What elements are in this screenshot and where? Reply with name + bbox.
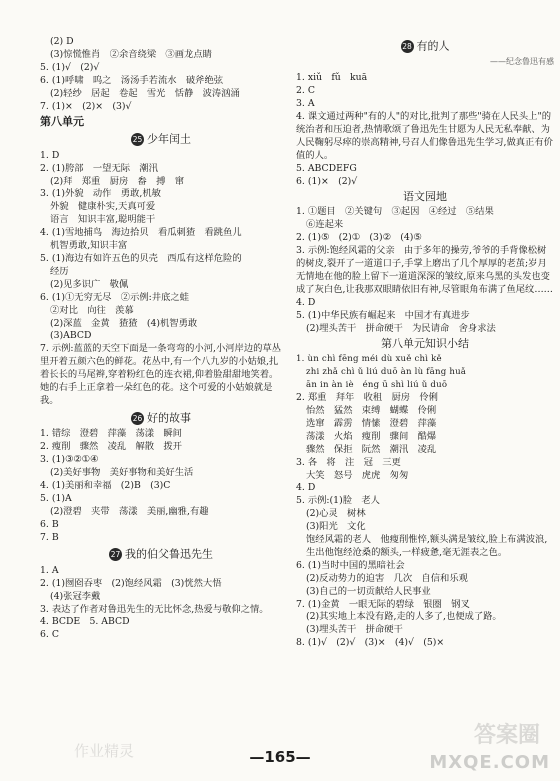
answer-line: (3)自己的一切贡献给人民事业 — [306, 585, 431, 597]
answer-line: 机智勇敢,知识丰富 — [50, 240, 128, 252]
lesson-25-title: 25 少年闰土 — [132, 132, 191, 146]
answer-line: (2)拜 郑重 厨房 畚 搏 窜 — [50, 175, 185, 187]
answer-line: 7. 示例:蓝蓝的天空下面是一条弯弯的小河,小河岸边的草丛里开着五颜六色的鲜花。花丛中,有一个八九岁的小姑娘,扎着长长的马尾辫,穿着粉红色的连衣裙,仰着脸甜甜地笑着。她的右手上正拿着一朵红色的花。这个可爱的小姑娘就是我。 — [40, 343, 282, 406]
answer-line: 7. B — [40, 531, 59, 543]
answer-line: 2. (1)囫囵吞枣 (2)饱经风霜 (3)恍然大悟 — [40, 577, 222, 589]
answer-line: 3. 各 将 注 冠 三更 — [296, 456, 401, 468]
lesson-26-answers — [40, 428, 282, 544]
lesson-27-title: 27 我的伯父鲁迅先生 — [110, 547, 213, 561]
lesson-number-badge: 26 — [132, 413, 143, 423]
answer-line: 5. ABCDEFG — [296, 162, 357, 174]
answer-line: 1. ①题目 ②关键句 ③起因 ④经过 ⑤结果 — [296, 206, 494, 218]
answer-line: 4. D — [296, 482, 316, 494]
watermark: MXQE.COM — [429, 752, 550, 773]
answer-line: ②对比 向往 羡慕 — [50, 304, 134, 316]
lesson-25-answers — [40, 150, 282, 408]
answer-line: (3)惊慌惟肖 ②余音绕梁 ③画龙点睛 — [50, 48, 212, 60]
answer-line: 6. (1)①无穷无尽 ②示例:井底之蛙 — [40, 291, 189, 303]
garden-title: 语文园地 — [403, 190, 447, 204]
answer-line: (2) D — [50, 36, 74, 47]
answer-line: (2)反动势力的迫害 几次 自信和乐观 — [306, 572, 468, 584]
lesson-28-title: 28 有的人 — [402, 39, 450, 53]
answer-line: 3. 示例:饱经风霜的父亲 由于多年的操劳,爷爷的手背像松树的树皮,裂开了一道道口子,手掌上磨出了几个厚厚的老茧;岁月无情地在他的脸上留下一道道深深的皱纹,原来乌黑的头发也变成了灰白色,让我那双眼睛依旧有神,尽管眼角布满了鱼尾纹…… — [296, 245, 553, 295]
answer-line: 选窜 霹雳 情愫 澄碧 萍藻 — [306, 417, 437, 429]
answer-line: 1. A — [40, 564, 59, 576]
answer-line: 1. D — [40, 149, 60, 161]
answer-line: 语言 知识丰富,聪明能干 — [50, 214, 156, 226]
answer-line: 1. 错综 澄碧 萍藻 荡漾 瞬间 — [40, 428, 182, 440]
answer-line: 5. (1)中华民族有崛起来 中国才有真进步 — [296, 309, 470, 321]
answer-line: (2)美好事物 美好事物和美好生活 — [50, 467, 194, 478]
answer-line: 7. (1)× (2)× (3)√ — [40, 100, 132, 112]
lesson-27-answers — [40, 565, 282, 642]
lesson-26-title: 26 好的故事 — [132, 411, 191, 425]
answer-line: (2)澄碧 夹带 荡漾 美丽,幽雅,有趣 — [50, 505, 209, 517]
page-number: —165— — [249, 748, 311, 766]
answer-line: 荡漾 火焰 瘦削 骤间 酷爆 — [306, 430, 437, 442]
answer-line: 5. (1)A — [40, 492, 72, 504]
answer-line: 2. 瘦削 骤然 凌乱 解散 拨开 — [40, 441, 182, 453]
answer-line: 6. (1)呼啸 呜之 汤汤手若流水 破斧绝弦 — [40, 74, 224, 86]
answer-line: 经历 — [50, 265, 69, 277]
answer-line: 4. 课文通过两种"有的人"的对比,批判了那些"骑在人民头上"的统治者和压迫者,热情歌颂了鲁迅先生甘愿为人民无私奉献、为人民鞠躬尽瘁的崇高精神,号召人们像鲁迅先生学习,做真正有价值的人。 — [296, 111, 553, 161]
answer-line: 4. (1)雪地捕鸟 海边拾贝 看瓜刺猹 看跳鱼儿 — [40, 227, 242, 239]
answer-line: 6. (1)当时中国的黑暗社会 — [296, 559, 405, 571]
lesson-28-answers — [296, 72, 554, 188]
lesson-number-badge: 25 — [132, 135, 143, 145]
summary-answers — [296, 353, 554, 650]
answer-line: 7. (1)金黄 一眼无际的碧绿 银圈 钢叉 — [296, 598, 470, 610]
answer-line: ān in àn iè éng ū shì liú ǔ duō — [306, 380, 448, 391]
answer-line: (2)深蓝 金黄 猹猹 (4)机智勇敢 — [50, 317, 198, 329]
answer-line: 3. (1)外貌 动作 勇敢,机敏 — [40, 188, 161, 200]
watermark-stamp: 作业精灵 — [74, 742, 135, 760]
answer-line: 外貌 健康朴实,天真可爱 — [50, 201, 156, 213]
answer-line: 怡然 猛然 束缚 蝴蝶 伶俐 — [306, 404, 437, 416]
summary-title: 第八单元知识小结 — [381, 337, 469, 351]
continued-answers — [40, 36, 282, 113]
lesson-number-badge: 27 — [110, 550, 121, 560]
answer-line: 3. (1)③②①④ — [40, 454, 99, 466]
answer-line: 2. (1)胯部 一望无际 潮汛 — [40, 162, 158, 174]
watermark-logo: 答案圈 — [473, 722, 540, 748]
answer-line: 1. xiǔ fǔ kuā — [296, 72, 368, 84]
answer-line: 3. A — [296, 98, 315, 110]
answer-line: 1. ùn chì fēng méi dù xuě chì kě — [296, 354, 442, 365]
answer-line: 3. 表达了作者对鲁迅先生的无比怀念,热爱与敬仰之情。 — [40, 603, 269, 615]
answer-line: 6. B — [40, 518, 59, 530]
left-column — [40, 36, 282, 642]
answer-line: 5. 示例:(1)脸 老人 — [296, 495, 380, 507]
lesson-number-badge: 28 — [402, 42, 412, 51]
garden-answers — [296, 206, 554, 335]
answer-line: 大笑 怒号 虎虎 匆匆 — [306, 469, 409, 481]
unit-heading: 第八单元 — [40, 115, 84, 129]
answer-line: (2)轻纱 居起 卷起 雪光 恬静 波涛汹涌 — [50, 87, 240, 99]
answer-line: 2. (1)⑤ (2)① (3)② (4)⑤ — [296, 232, 422, 244]
answer-line: 骤然 保拒 阮然 潮汛 凌乱 — [306, 443, 437, 455]
answer-line: (3)埋头苦干 拼命硬干 — [306, 624, 403, 636]
answer-line: 6. (1)× (2)√ — [296, 175, 358, 187]
answer-line: (2)埋头苦干 拼命硬干 为民请命 舍身求法 — [306, 322, 496, 334]
answer-line: 4. (1)美丽和幸福 (2)B (3)C — [40, 479, 171, 491]
answer-line: (3)ABCD — [50, 330, 92, 342]
answer-line: zhi zhǎ chì ǔ liú duō àn lù fāng huǎ — [306, 367, 467, 378]
answer-line: (2)其实地上本没有路,走的人多了,也便成了路。 — [306, 611, 502, 623]
right-column — [296, 36, 554, 650]
answer-line: (3)阳光 文化 — [306, 521, 366, 533]
answer-line: 4. BCDE 5. ABCD — [40, 616, 130, 628]
lesson-28-subtitle: ——纪念鲁迅有感 — [490, 57, 554, 67]
answer-line: 2. C — [296, 85, 315, 97]
answer-line: (2)见多识广 敬佩 — [50, 278, 129, 290]
answer-line: 饱经风霜的老人 他瘦削惟悴,额头满是皱纹,脸上布满波浪,生出他饱经沧桑的额头,一样疲惫,毫无涯表之色。 — [306, 534, 548, 558]
answer-line: ⑥连起来 — [306, 219, 344, 231]
answer-line: 5. (1)海边有如许五色的贝壳 西瓜有这样危险的 — [40, 253, 242, 264]
answer-line: 2. 郑重 拜年 收租 厨房 伶俐 — [296, 392, 438, 404]
answer-line: 8. (1)√ (2)√ (3)× (4)√ (5)× — [296, 637, 445, 649]
answer-line: (2)心灵 树林 — [306, 508, 366, 520]
answer-line: 4. D — [296, 296, 316, 308]
answer-line: 5. (1)√ (2)√ — [40, 61, 100, 73]
answer-line: 6. C — [40, 629, 59, 641]
answer-line: (4)张冠李戴 — [50, 590, 101, 602]
